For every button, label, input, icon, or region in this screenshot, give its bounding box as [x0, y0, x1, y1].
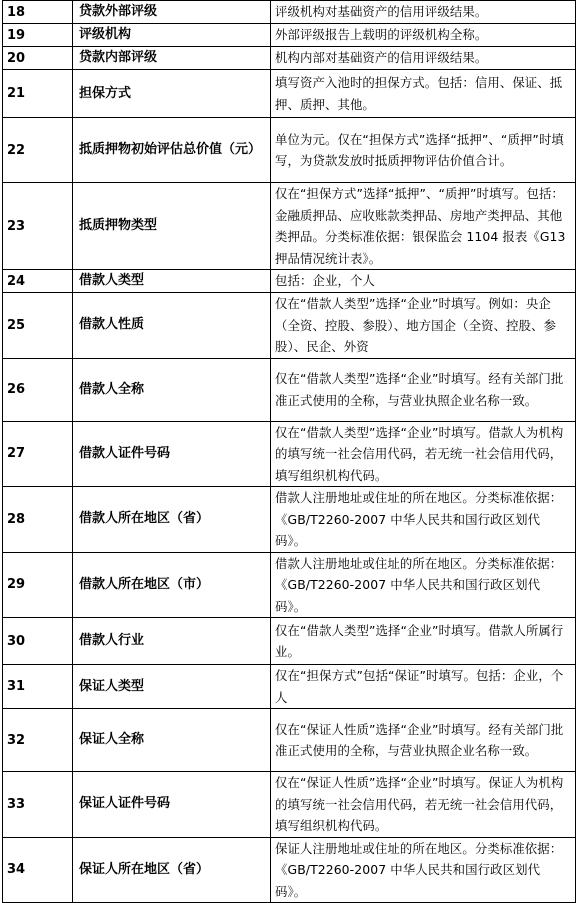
table-row	[3, 665, 576, 709]
row-number-cell: 33	[3, 772, 73, 838]
field-name-cell: 评级机构	[73, 24, 271, 47]
field-name-cell: 借款人所在地区（省）	[73, 487, 271, 553]
row-number-cell: 23	[3, 183, 73, 270]
row-number-cell: 30	[3, 618, 73, 665]
field-name-cell: 保证人证件号码	[73, 772, 271, 838]
field-description-cell: 包括：企业，个人	[271, 270, 576, 293]
row-number-cell: 25	[3, 293, 73, 359]
field-description-cell: 评级机构对基础资产的信用评级结果。	[271, 1, 576, 24]
table-row	[3, 487, 576, 553]
table-row	[3, 70, 576, 118]
field-description-cell: 机构内部对基础资产的信用评级结果。	[271, 47, 576, 70]
row-number-cell: 28	[3, 487, 73, 553]
row-number-cell: 26	[3, 358, 73, 421]
field-description-cell: 仅在“借款人类型”选择“企业”时填写。借款人为机构的填写统一社会信用代码，若无统一社会信用代码，填写组织机构代码。	[271, 421, 576, 487]
table-row	[3, 24, 576, 47]
field-description-cell: 仅在“借款人类型”选择“企业”时填写。例如：央企（全资、控股、参股）、地方国企（全资、控股、参股）、民企、外资	[271, 293, 576, 359]
row-number-cell: 19	[3, 24, 73, 47]
table-row	[3, 358, 576, 421]
table-row	[3, 772, 576, 838]
table-row	[3, 709, 576, 772]
table-body	[3, 1, 576, 903]
table-row	[3, 293, 576, 359]
field-name-cell: 借款人行业	[73, 618, 271, 665]
field-description-cell: 仅在“担保方式”包括“保证”时填写。包括：企业，个人	[271, 665, 576, 709]
field-name-cell: 贷款内部评级	[73, 47, 271, 70]
field-name-cell: 担保方式	[73, 70, 271, 118]
field-description-cell: 保证人注册地址或住址的所在地区。分类标准依据：《GB/T2260-2007 中华人民共和国行政区划代码》。	[271, 837, 576, 903]
field-description-cell: 借款人注册地址或住址的所在地区。分类标准依据：《GB/T2260-2007 中华人民共和国行政区划代码》。	[271, 552, 576, 618]
field-name-cell: 借款人所在地区（市）	[73, 552, 271, 618]
table-row	[3, 421, 576, 487]
field-name-cell: 保证人类型	[73, 665, 271, 709]
table-row	[3, 837, 576, 903]
field-description-cell: 填写资产入池时的担保方式。包括：信用、保证、抵押、质押、其他。	[271, 70, 576, 118]
field-description-cell: 仅在“借款人类型”选择“企业”时填写。借款人所属行业。	[271, 618, 576, 665]
field-description-cell: 仅在“担保方式”选择“抵押”、“质押”时填写。包括：金融质押品、应收账款类押品、房地产类押品、其他类押品。分类标准依据：银保监会 1104 报表《G13 押品情况统计表》。	[271, 183, 576, 270]
field-name-cell: 保证人全称	[73, 709, 271, 772]
field-name-cell: 抵质押物初始评估总价值（元）	[73, 118, 271, 183]
table-row	[3, 552, 576, 618]
field-name-cell: 借款人性质	[73, 293, 271, 359]
table-row	[3, 1, 576, 24]
table-row	[3, 47, 576, 70]
table-row	[3, 270, 576, 293]
table-row	[3, 183, 576, 270]
field-description-cell: 借款人注册地址或住址的所在地区。分类标准依据：《GB/T2260-2007 中华人民共和国行政区划代码》。	[271, 487, 576, 553]
field-description-cell: 仅在“保证人性质”选择“企业”时填写。经有关部门批准正式使用的全称，与营业执照企业名称一致。	[271, 709, 576, 772]
field-description-cell: 单位为元。仅在“担保方式”选择“抵押”、“质押”时填写，为贷款发放时抵质押物评估价值合计。	[271, 118, 576, 183]
field-definition-table	[2, 0, 576, 903]
field-name-cell: 借款人证件号码	[73, 421, 271, 487]
row-number-cell: 27	[3, 421, 73, 487]
row-number-cell: 31	[3, 665, 73, 709]
field-description-cell: 仅在“保证人性质”选择“企业”时填写。保证人为机构的填写统一社会信用代码，若无统一社会信用代码，填写组织机构代码。	[271, 772, 576, 838]
row-number-cell: 21	[3, 70, 73, 118]
field-name-cell: 贷款外部评级	[73, 1, 271, 24]
row-number-cell: 22	[3, 118, 73, 183]
row-number-cell: 18	[3, 1, 73, 24]
field-description-cell: 外部评级报告上载明的评级机构全称。	[271, 24, 576, 47]
field-name-cell: 借款人类型	[73, 270, 271, 293]
field-name-cell: 借款人全称	[73, 358, 271, 421]
row-number-cell: 20	[3, 47, 73, 70]
table-row	[3, 118, 576, 183]
field-description-cell: 仅在“借款人类型”选择“企业”时填写。经有关部门批准正式使用的全称，与营业执照企业名称一致。	[271, 358, 576, 421]
row-number-cell: 34	[3, 837, 73, 903]
field-name-cell: 保证人所在地区（省）	[73, 837, 271, 903]
field-name-cell: 抵质押物类型	[73, 183, 271, 270]
row-number-cell: 24	[3, 270, 73, 293]
row-number-cell: 32	[3, 709, 73, 772]
row-number-cell: 29	[3, 552, 73, 618]
table-row	[3, 618, 576, 665]
